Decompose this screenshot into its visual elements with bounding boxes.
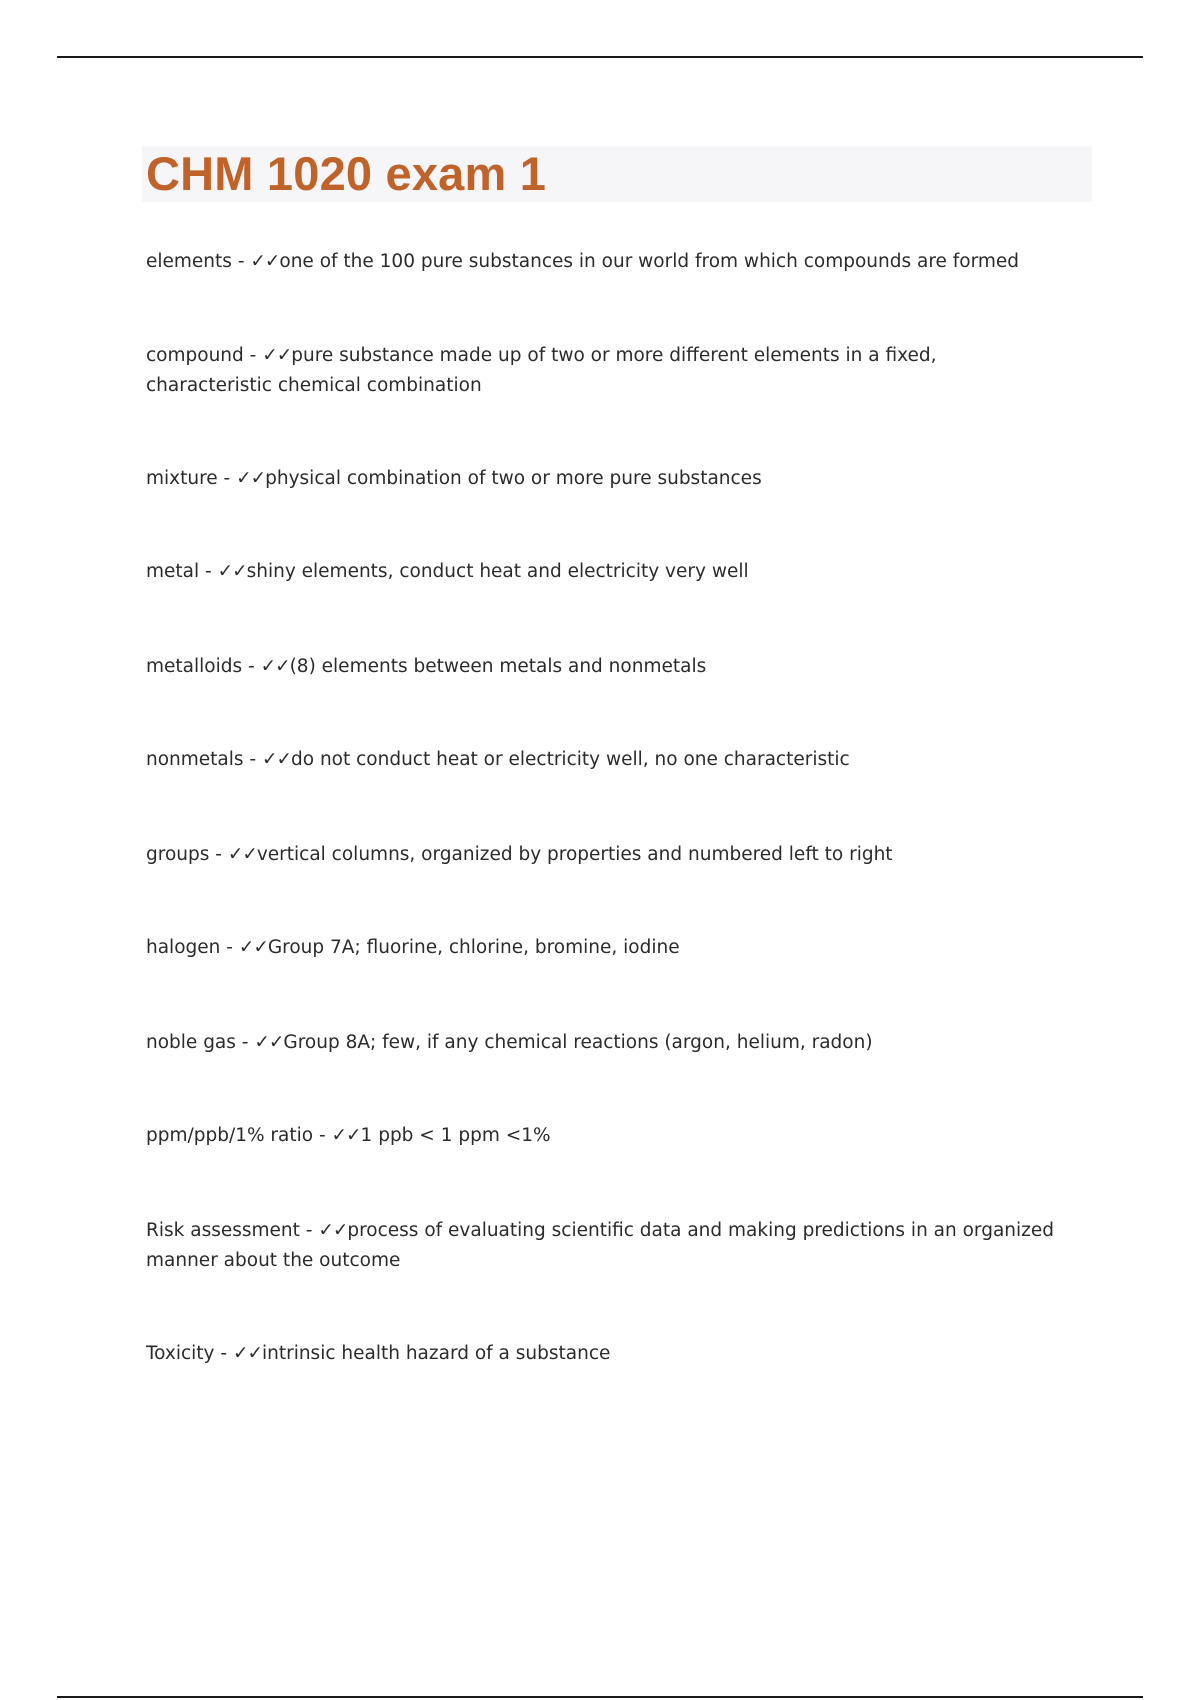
entry-separator: -: [214, 1343, 233, 1364]
entry-definition: Group 8A; few, if any chemical reactions (argon, helium, radon): [283, 1032, 873, 1053]
double-check-icon: ✓✓: [254, 1032, 284, 1053]
double-check-icon: ✓✓: [318, 1220, 348, 1241]
double-check-icon: ✓✓: [262, 345, 292, 366]
entry-separator: -: [235, 1032, 255, 1053]
entry-term: halogen: [146, 937, 221, 958]
entry-definition: 1 ppb < 1 ppm <1%: [360, 1125, 551, 1146]
entry-separator: -: [217, 468, 237, 489]
entry-term: elements: [146, 251, 232, 272]
entry-definition: intrinsic health hazard of a substance: [261, 1343, 611, 1364]
double-check-icon: ✓✓: [236, 468, 266, 489]
entry-halogen: [146, 933, 1066, 963]
entry-separator: -: [231, 251, 251, 272]
entry-separator: -: [243, 345, 263, 366]
entry-term: metal: [146, 561, 200, 582]
entry-term: ppm/ppb/1% ratio: [146, 1125, 314, 1146]
entry-term: metalloids: [146, 656, 243, 677]
entry-separator: -: [242, 656, 261, 677]
double-check-icon: ✓✓: [238, 937, 268, 958]
entry-noble-gas: [146, 1028, 1066, 1058]
double-check-icon: ✓✓: [232, 1343, 262, 1364]
entry-metal: [146, 557, 1066, 587]
entry-separator: -: [243, 749, 262, 770]
entry-definition: one of the 100 pure substances in our world from which compounds are formed: [279, 251, 1020, 272]
double-check-icon: ✓✓: [217, 561, 247, 582]
entry-definition: pure substance made up of two or more different elements in a fixed, characteristic chemical combination: [146, 345, 937, 396]
entry-definition: shiny elements, conduct heat and electricity very well: [246, 561, 749, 582]
entry-separator: -: [209, 844, 228, 865]
entry-metalloids: [146, 652, 1066, 682]
entry-compound: [146, 341, 1066, 401]
entry-mixture: [146, 464, 1066, 494]
entry-definition: (8) elements between metals and nonmetals: [289, 656, 707, 677]
double-check-icon: ✓✓: [261, 749, 291, 770]
entry-ppm-ratio: [146, 1121, 1066, 1151]
entry-term: nonmetals: [146, 749, 244, 770]
entry-nonmetals: [146, 745, 1066, 775]
entry-term: compound: [146, 345, 244, 366]
double-check-icon: ✓✓: [227, 844, 257, 865]
entry-definition: Group 7A; fluorine, chlorine, bromine, iodine: [267, 937, 680, 958]
entry-separator: -: [220, 937, 239, 958]
entry-groups: [146, 840, 1066, 870]
top-divider: [57, 56, 1143, 58]
entry-term: Risk assessment: [146, 1220, 300, 1241]
entry-definition: vertical columns, organized by properties and numbered left to right: [256, 844, 893, 865]
entry-definition: physical combination of two or more pure substances: [265, 468, 762, 489]
entry-term: Toxicity: [146, 1343, 215, 1364]
entry-elements: [146, 247, 1066, 277]
entry-separator: -: [199, 561, 218, 582]
entry-toxicity: [146, 1339, 1066, 1369]
entry-term: noble gas: [146, 1032, 236, 1053]
double-check-icon: ✓✓: [250, 251, 280, 272]
document-title: CHM 1020 exam 1: [146, 147, 547, 200]
entry-definition: process of evaluating scientific data and making predictions in an organized manner about the outcome: [146, 1220, 1054, 1271]
entry-risk-assessment: [146, 1216, 1066, 1276]
entry-term: mixture: [146, 468, 218, 489]
entry-term: groups: [146, 844, 210, 865]
bottom-divider: [57, 1696, 1143, 1698]
double-check-icon: ✓✓: [331, 1125, 361, 1146]
entry-separator: -: [313, 1125, 332, 1146]
entry-definition: do not conduct heat or electricity well, no one characteristic: [291, 749, 850, 770]
double-check-icon: ✓✓: [260, 656, 290, 677]
entry-separator: -: [299, 1220, 319, 1241]
